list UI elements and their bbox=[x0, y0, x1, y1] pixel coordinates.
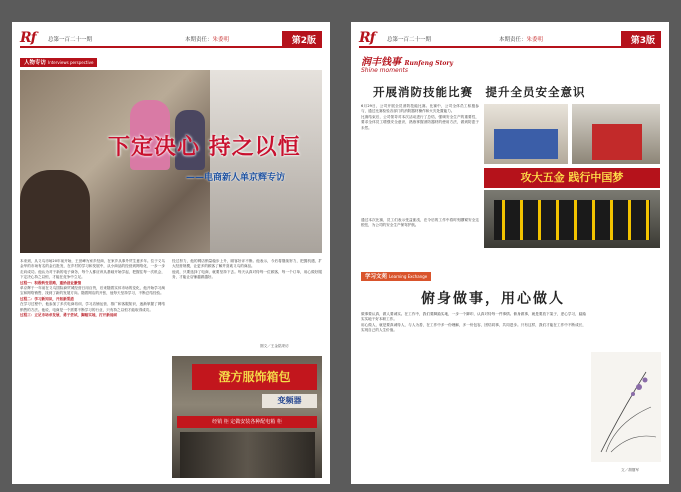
page-header bbox=[359, 30, 661, 48]
article-column-2: 经过努力，他的网店销量稳步上升，顾客好评不断。他表示，今后将继续努力，把握机遇，扩大经营规模，让更多的顾客了解并喜欢义乌的商品。 他说，只要选择了电商，就要坚持下去。每天认真对待每一位顾客，每一个订单，用心做好服务，才能让店铺越做越好。 bbox=[172, 259, 322, 280]
article-1-body-cont: 通过本次比赛，员工们表示受益匪浅，在今后的工作中将时刻绷紧安全这根弦，为公司的安全生产保驾护航。 bbox=[361, 218, 479, 228]
hero-title: 下定决心 持之以恒 bbox=[108, 134, 301, 160]
store-sign: 澄方服饰箱包 bbox=[192, 364, 317, 390]
article-2-body: 做事要认真，做人要诚实。在工作中，我们要脚踏实地，一步一个脚印，认真对待每一件事情。俯身做事，就是要放下架子，虚心学习，踏踏实实地干好本职工作。 用心做人，就是要真诚待人，与人为善，在工作中多一份理解，多一份包容，团结同事，共同进步。只有这样，我们才能在工作中不断成长，实现自己的人生价值。 bbox=[361, 312, 586, 333]
event-banner: 攻大五金 践行中国梦 bbox=[484, 168, 660, 188]
crowd-shape bbox=[494, 129, 558, 159]
issue-number: 总第一百二十一期 bbox=[387, 37, 432, 43]
author-signature: 文／胡继军 bbox=[621, 468, 639, 472]
section-title-bar: 学习文苑 Learning Exchange bbox=[361, 272, 431, 281]
page-number: 第2版 bbox=[282, 31, 322, 48]
editor-info: 本期责任：朱委明 bbox=[499, 37, 544, 43]
newspaper-logo: Rf bbox=[359, 30, 375, 46]
article-column-1: 本来到，从义乌市场20年前开始，王世峰为家乡经商，在家乡从事外贸生意多年。位于义乌金华的市场有名的金石批发，在乡村的学习和发展中，从小商品的经营到网络化，一步一步走向成功。他认为对于新的电子商务，每个人都应该从基础开始学起，把握住每一次机会，下定决心持之以恒，才能在竞争中立足。 过程一：积极转变思路，重拾创业激情 单京辉于一年前在义乌国际商贸城经营日用百货，后来随着实体市场的变化，他开始学习淘宝和网络销售，找到了新的发展方向。随着网店的开张，他每天坚持学习，不断总结经验。 过程二：学习新知识，开拓新渠道 在学习过程中，他参加了多次电商培训，学习店铺运营、推广和客服知识，逐渐掌握了网络销售的方法。他说，电商是一个需要不断学习的行业，只有持之以恒才能取得成功。 过程三：立足市场求发展，勇于尝试，脚踏实地，打开新局面 bbox=[20, 259, 165, 318]
hero-subtitle: ——电商新人单京辉专访 bbox=[186, 173, 286, 183]
article-1-title: 开展消防技能比赛 提升全员安全意识 bbox=[373, 85, 586, 99]
photo-credit: 图文／王金铭采访 bbox=[260, 344, 289, 348]
left-page bbox=[12, 22, 330, 484]
article-2-title: 俯身做事，用心做人 bbox=[421, 291, 565, 307]
newspaper-logo: Rf bbox=[20, 30, 36, 46]
shelf-background bbox=[210, 70, 322, 253]
section-title-bar: 人物专访 Interviews perspective bbox=[20, 58, 97, 67]
person-silhouette bbox=[20, 170, 90, 253]
firefighters-row bbox=[494, 200, 650, 240]
crowd-shape bbox=[592, 124, 642, 160]
masthead-subtitle: Shine moments bbox=[361, 67, 409, 74]
storefront-photo bbox=[172, 356, 322, 478]
event-photo-3 bbox=[484, 190, 660, 248]
article-1-body: 6月29日，公司开展全员消防技能比赛。比赛中，公司全体员工积极参与，通过比赛检验各部门的消防器材操作和火灾处置能力。 比赛结束后，公司领导对本次活动进行了总结，强调安全生产的重要性，要求全体员工增强安全意识，熟练掌握消防器材的使用方法，做到防患于未然。 bbox=[361, 104, 479, 130]
store-banner: 经销 柜 定做安装各种配电箱 柜 bbox=[177, 416, 317, 428]
event-photo-2 bbox=[572, 104, 660, 164]
store-sign-secondary: 变频器 bbox=[262, 394, 317, 408]
issue-number: 总第一百二十一期 bbox=[48, 37, 93, 43]
editor-info: 本期责任：朱委明 bbox=[185, 37, 230, 43]
event-photo-1 bbox=[484, 104, 568, 164]
orchid-painting bbox=[591, 352, 661, 462]
orchid-icon bbox=[591, 352, 661, 462]
hero-photo bbox=[20, 70, 322, 253]
store-interior bbox=[180, 432, 315, 478]
right-page bbox=[351, 22, 669, 484]
masthead-title: 润丰钱事 Runfeng Story bbox=[361, 57, 453, 68]
page-header bbox=[20, 30, 322, 48]
page-number: 第3版 bbox=[621, 31, 661, 48]
